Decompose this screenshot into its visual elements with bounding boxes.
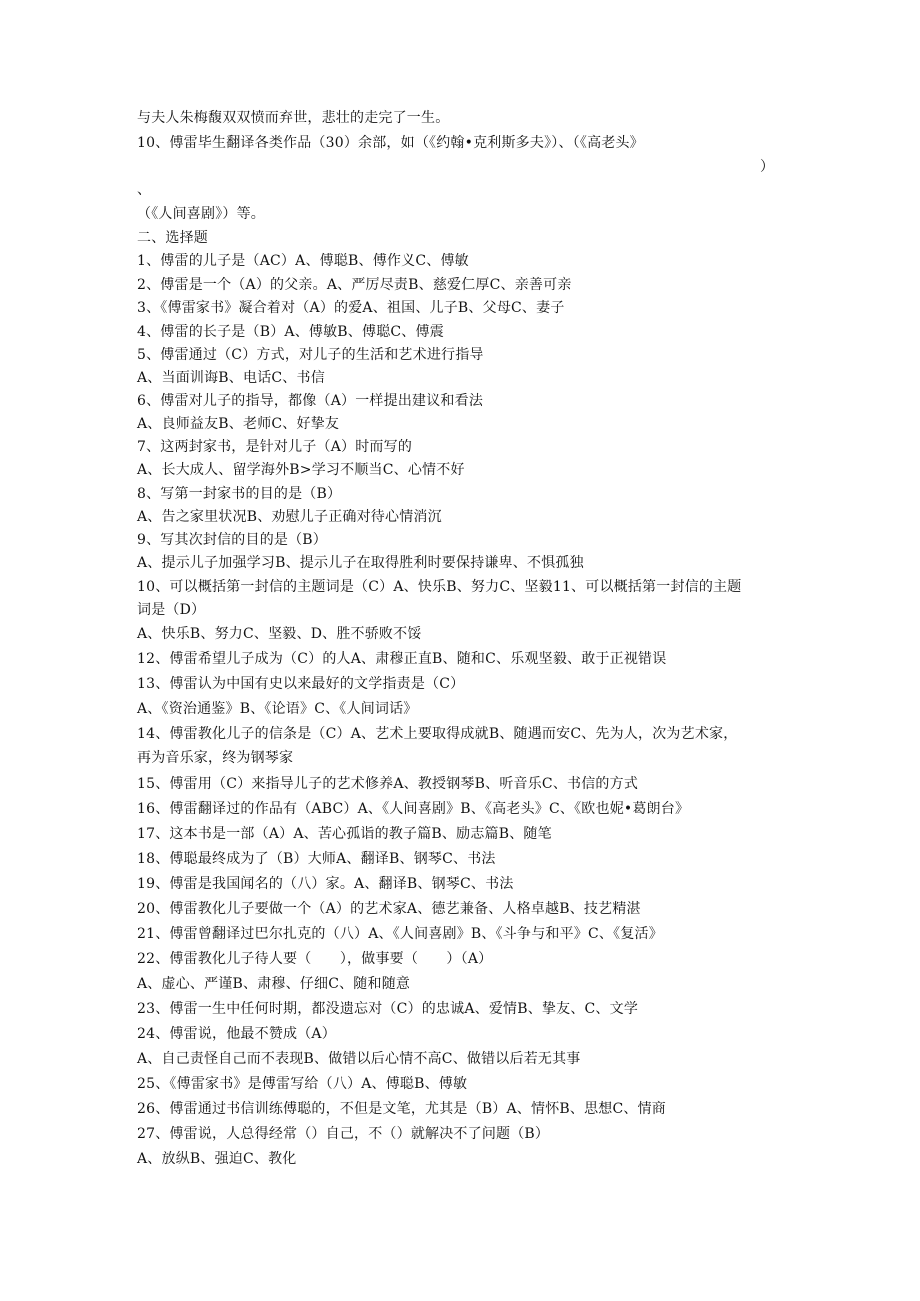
- answer-options: A、自己责怪自己而不表现B、做错以后心情不高C、做错以后若无其事: [137, 1051, 581, 1067]
- question-line: 4、傅雷的长子是（B）A、傅敏B、傅聪C、傅震: [137, 324, 444, 340]
- question-line: 17、这本书是一部（A）A、苦心孤诣的教子篇B、励志篇B、随笔: [137, 826, 552, 842]
- question-line: 5、傅雷通过（C）方式，对儿子的生活和艺术进行指导: [137, 347, 484, 363]
- answer-options: A、良师益友B、老师C、好挚友: [137, 416, 340, 432]
- text-line-continuation: ）: [760, 159, 774, 175]
- question-line: 再为音乐家，终为钢琴家: [137, 750, 294, 766]
- question-line: 27、傅雷说，人总得经常（）自己，不（）就解决不了问题（B）: [137, 1126, 550, 1142]
- answer-options: A、《资治通鉴》B、《论语》C、《人间词话》: [137, 701, 418, 717]
- question-line: 16、傅雷翻译过的作品有（ABC）A、《人间喜剧》B、《高老头》C、《欧也妮•葛朗台》: [137, 801, 690, 817]
- question-line: 21、傅雷曾翻译过巴尔扎克的（八）A、《人间喜剧》B、《斗争与和平》C、《复活》: [137, 926, 663, 942]
- answer-options: A、提示儿子加强学习B、提示儿子在取得胜利时要保持谦卑、不惧孤独: [137, 555, 584, 571]
- answer-options: A、长大成人、留学海外B>学习不顺当C、心情不好: [137, 462, 465, 478]
- question-line: 23、傅雷一生中任何时期，都没遗忘对（C）的忠诚A、爱情B、挚友、C、文学: [137, 1001, 639, 1017]
- question-line: 19、傅雷是我国闻名的（八）家。A、翻译B、钢琴C、书法: [137, 876, 514, 892]
- question-line: 6、傅雷对儿子的指导，都像（A）一样提出建议和看法: [137, 393, 484, 409]
- text-line: （《人间喜剧》）等。: [137, 206, 265, 222]
- question-line: 7、这两封家书，是针对儿子（A）时而写的: [137, 439, 413, 455]
- question-line: 9、写其次封信的目的是（B）: [137, 532, 327, 548]
- question-line: 10、可以概括第一封信的主题词是（C）A、快乐B、努力C、坚毅11、可以概括第一封信的主题: [137, 579, 742, 595]
- question-line: 24、傅雷说，他最不赞成（A）: [137, 1026, 336, 1042]
- answer-options: A、当面训诲B、电话C、书信: [137, 370, 325, 386]
- question-line: 14、傅雷教化儿子的信条是（C）A、艺术上要取得成就B、随遇而安C、先为人，次为艺术家，: [137, 726, 738, 742]
- question-line: 26、傅雷通过书信训练傅聪的，不但是文笔，尤其是（B）A、情怀B、思想C、情商: [137, 1101, 667, 1117]
- text-line: 与夫人朱梅馥双双愤而弃世，悲壮的走完了一生。: [137, 110, 450, 126]
- question-line: 15、傅雷用（C）来指导儿子的艺术修养A、教授钢琴B、听音乐C、书信的方式: [137, 776, 639, 792]
- text-line: 、: [137, 182, 152, 198]
- answer-options: A、告之家里状况B、劝慰儿子正确对待心情消沉: [137, 509, 442, 525]
- section-heading: 二、选择题: [137, 230, 208, 246]
- question-line: 2、傅雷是一个（A）的父亲。A、严厉尽责B、慈爱仁厚C、亲善可亲: [137, 277, 572, 293]
- question-line: 3、《傅雷家书》凝合着对（A）的爱A、祖国、儿子B、父母C、妻子: [137, 300, 565, 316]
- answer-options: A、快乐B、努力C、坚毅、D、胜不骄败不馁: [137, 626, 422, 642]
- question-line: 22、傅雷教化儿子待人要（ ），做事要（ ）（A）: [137, 951, 493, 967]
- answer-options: A、虚心、严谨B、肃穆、仔细C、随和随意: [137, 976, 411, 992]
- question-line: 18、傅聪最终成为了（B）大师A、翻译B、钢琴C、书法: [137, 851, 496, 867]
- question-line: 8、写第一封家书的目的是（B）: [137, 486, 342, 502]
- question-line: 25、《傅雷家书》是傅雷写给（八）A、傅聪B、傅敏: [137, 1076, 468, 1092]
- question-line: 20、傅雷教化儿子要做一个（A）的艺术家A、德艺兼备、人格卓越B、技艺精湛: [137, 901, 641, 917]
- question-line: 1、傅雷的儿子是（AC）A、傅聪B、傅作义C、傅敏: [137, 253, 469, 269]
- question-line: 13、傅雷认为中国有史以来最好的文学指责是（C）: [137, 676, 465, 692]
- text-line: 10、傅雷毕生翻译各类作品（30）余部，如（《约翰•克利斯多夫》）、（《高老头》: [137, 135, 644, 151]
- question-line: 12、傅雷希望儿子成为（C）的人A、肃穆正直B、随和C、乐观坚毅、敢于正视错误: [137, 651, 667, 667]
- question-line: 词是（D）: [137, 602, 206, 618]
- answer-options: A、放纵B、强迫C、教化: [137, 1151, 297, 1167]
